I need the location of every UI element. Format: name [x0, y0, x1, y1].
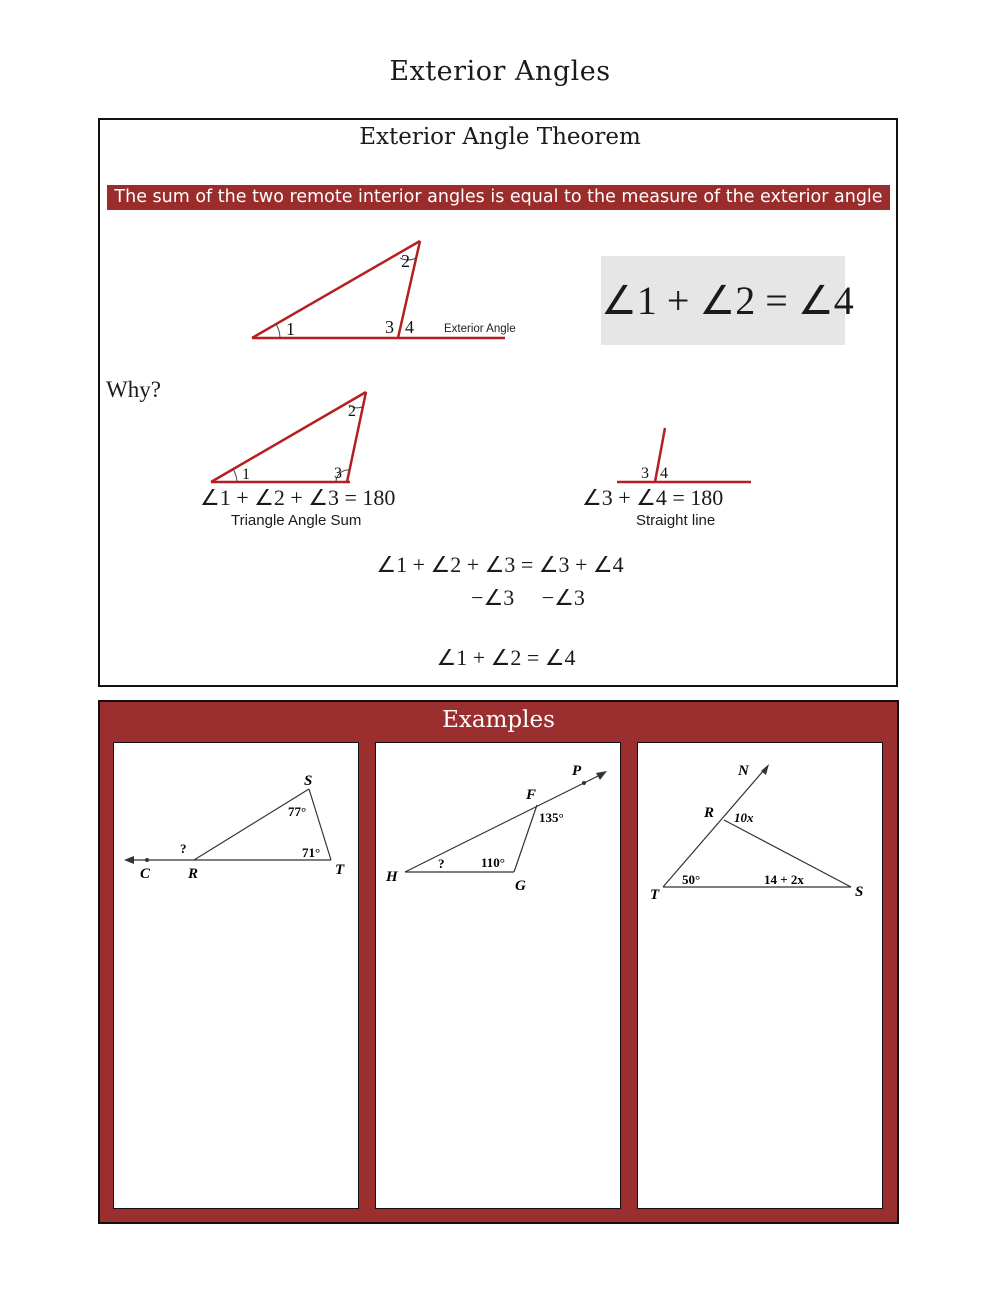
ex1-label-t: T — [335, 862, 345, 878]
example1-arrowhead — [124, 856, 134, 864]
examples-title: Examples — [442, 707, 555, 733]
why-angle2-label: 2 — [348, 403, 356, 420]
line-angle4-label: 4 — [660, 465, 668, 482]
theorem-formula: ∠1 + ∠2 = ∠4 — [601, 256, 845, 345]
ex2-unknown: ? — [438, 856, 445, 871]
ex3-label-n: N — [738, 763, 749, 779]
example3-triangle — [663, 770, 851, 887]
page-title: Exterior Angles — [389, 56, 611, 87]
angle4-label: 4 — [405, 317, 414, 337]
why-label: Why? — [106, 377, 161, 402]
example1-point-c — [145, 858, 149, 862]
example2-arrowhead — [596, 771, 607, 780]
ex3-label-s: S — [855, 884, 864, 900]
angle3-label: 3 — [385, 317, 394, 337]
derivation-step2: −∠3 −∠3 — [471, 585, 585, 610]
example2-point-p — [582, 781, 586, 785]
ex1-unknown: ? — [180, 841, 187, 856]
ex2-angle-f: 135° — [539, 810, 564, 825]
exterior-angle-label: Exterior Angle — [444, 323, 516, 335]
example3-arrowhead — [761, 764, 769, 775]
ex2-label-g: G — [515, 878, 526, 894]
derivation-step1: ∠1 + ∠2 + ∠3 = ∠3 + ∠4 — [376, 552, 624, 577]
triangle-sum-caption: Triangle Angle Sum — [231, 512, 362, 529]
ex3-angle-t: 50° — [682, 872, 701, 887]
straight-line-equation: ∠3 + ∠4 = 180 — [582, 485, 724, 510]
straight-line-caption: Straight line — [636, 512, 716, 529]
why-angle3-label: 3 — [334, 465, 342, 482]
triangle-sum-equation: ∠1 + ∠2 + ∠3 = 180 — [200, 485, 396, 510]
ex1-label-c: C — [140, 866, 151, 882]
angle2-label: 2 — [401, 251, 410, 271]
ex3-label-t: T — [650, 887, 660, 903]
ex1-label-r: R — [188, 866, 199, 882]
example1-triangle — [130, 789, 331, 860]
ex2-label-p: P — [572, 763, 582, 779]
line-angle3-label: 3 — [641, 465, 649, 482]
ex2-label-f: F — [526, 787, 537, 803]
angle1-label: 1 — [286, 319, 295, 339]
why-angle1-label: 1 — [242, 466, 250, 483]
derivation-result: ∠1 + ∠2 = ∠4 — [436, 645, 576, 670]
ex3-angle-r: 10x — [734, 810, 754, 825]
ex2-label-h: H — [386, 869, 398, 885]
ex3-label-r: R — [704, 805, 715, 821]
ex1-angle-t: 71° — [302, 845, 321, 860]
theorem-title: Exterior Angle Theorem — [359, 124, 641, 150]
ex1-label-s: S — [304, 773, 313, 789]
ex1-angle-s: 77° — [288, 804, 307, 819]
ex2-angle-g: 110° — [481, 855, 505, 870]
theorem-statement: The sum of the two remote interior angles is equal to the measure of the exterior angle — [107, 185, 890, 210]
ex3-angle-s: 14 + 2x — [764, 872, 804, 887]
